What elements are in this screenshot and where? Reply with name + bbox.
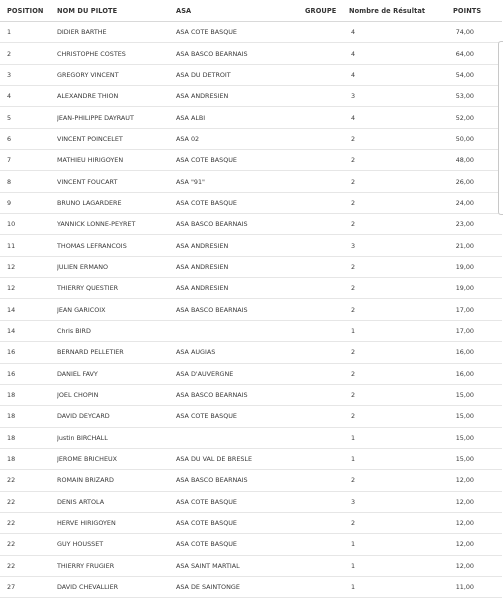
cell-pilot-name: JULIEN ERMANO [57, 256, 176, 277]
cell-pilot-name: ALEXANDRE THION [57, 86, 176, 107]
cell-group [305, 192, 349, 213]
cell-points: 26,00 [453, 171, 502, 192]
cell-points: 16,00 [453, 342, 502, 363]
cell-pilot-name: MATHIEU HIRIGOYEN [57, 150, 176, 171]
cell-group [305, 235, 349, 256]
cell-points: 53,00 [453, 86, 502, 107]
header-pilot-name[interactable]: NOM DU PILOTE [57, 0, 176, 22]
cell-pilot-name: ROMAIN BRIZARD [57, 470, 176, 491]
table-body [0, 22, 502, 598]
cell-points: 11,00 [453, 576, 502, 597]
cell-points: 23,00 [453, 214, 502, 235]
table-row [0, 256, 502, 277]
cell-position: 14 [0, 299, 57, 320]
cell-pilot-name: DANIEL FAVY [57, 363, 176, 384]
table-row [0, 363, 502, 384]
cell-result-count: 1 [349, 576, 453, 597]
cell-position: 16 [0, 363, 57, 384]
cell-pilot-name: THIERRY FRUGIER [57, 555, 176, 576]
cell-result-count: 1 [349, 448, 453, 469]
cell-result-count: 4 [349, 64, 453, 85]
cell-points: 24,00 [453, 192, 502, 213]
cell-pilot-name: BERNARD PELLETIER [57, 342, 176, 363]
table-row [0, 512, 502, 533]
table-row [0, 22, 502, 43]
table-header-row [0, 0, 502, 22]
cell-pilot-name: JEAN GARICOIX [57, 299, 176, 320]
cell-pilot-name: VINCENT POINCELET [57, 128, 176, 149]
cell-asa: ASA ANDRESIEN [176, 86, 305, 107]
header-points[interactable]: POINTS [453, 0, 502, 22]
cell-result-count: 3 [349, 235, 453, 256]
cell-group [305, 299, 349, 320]
cell-asa: ASA ANDRESIEN [176, 278, 305, 299]
cell-result-count: 2 [349, 128, 453, 149]
cell-points: 12,00 [453, 555, 502, 576]
table-row [0, 150, 502, 171]
cell-points: 54,00 [453, 64, 502, 85]
cell-asa: ASA COTE BASQUE [176, 534, 305, 555]
cell-points: 19,00 [453, 256, 502, 277]
cell-position: 16 [0, 342, 57, 363]
cell-asa [176, 427, 305, 448]
table-row [0, 192, 502, 213]
header-position[interactable]: POSITION [0, 0, 57, 22]
cell-result-count: 1 [349, 555, 453, 576]
cell-asa: ASA BASCO BEARNAIS [176, 43, 305, 64]
cell-pilot-name: GUY HOUSSET [57, 534, 176, 555]
cell-position: 7 [0, 150, 57, 171]
cell-asa: ASA BASCO BEARNAIS [176, 470, 305, 491]
cell-asa: ASA COTE BASQUE [176, 22, 305, 43]
cell-result-count: 2 [349, 278, 453, 299]
cell-result-count: 1 [349, 320, 453, 341]
cell-position: 6 [0, 128, 57, 149]
cell-position: 3 [0, 64, 57, 85]
cell-group [305, 363, 349, 384]
table-row [0, 64, 502, 85]
cell-points: 17,00 [453, 320, 502, 341]
table-row [0, 299, 502, 320]
cell-group [305, 320, 349, 341]
cell-group [305, 512, 349, 533]
cell-group [305, 107, 349, 128]
cell-group [305, 448, 349, 469]
table-row [0, 235, 502, 256]
table-row [0, 214, 502, 235]
cell-pilot-name: Chris BIRD [57, 320, 176, 341]
cell-result-count: 3 [349, 491, 453, 512]
cell-result-count: 2 [349, 512, 453, 533]
cell-pilot-name: DENIS ARTOLA [57, 491, 176, 512]
cell-position: 8 [0, 171, 57, 192]
cell-group [305, 214, 349, 235]
cell-group [305, 86, 349, 107]
cell-asa: ASA 02 [176, 128, 305, 149]
cell-pilot-name: YANNICK LONNE-PEYRET [57, 214, 176, 235]
cell-result-count: 4 [349, 22, 453, 43]
cell-asa: ASA DU VAL DE BRESLE [176, 448, 305, 469]
cell-position: 5 [0, 107, 57, 128]
cell-points: 50,00 [453, 128, 502, 149]
table-row [0, 384, 502, 405]
table-row [0, 342, 502, 363]
cell-pilot-name: VINCENT FOUCART [57, 171, 176, 192]
cell-points: 48,00 [453, 150, 502, 171]
cell-asa: ASA DE SAINTONGE [176, 576, 305, 597]
cell-asa: ASA COTE BASQUE [176, 406, 305, 427]
cell-pilot-name: JEAN-PHILIPPE DAYRAUT [57, 107, 176, 128]
table-row [0, 278, 502, 299]
cell-asa: ASA COTE BASQUE [176, 491, 305, 512]
cell-pilot-name: BRUNO LAGARDERE [57, 192, 176, 213]
cell-group [305, 64, 349, 85]
cell-position: 1 [0, 22, 57, 43]
cell-position: 2 [0, 43, 57, 64]
side-panel-tab[interactable] [498, 41, 503, 215]
cell-position: 18 [0, 448, 57, 469]
cell-asa: ASA COTE BASQUE [176, 192, 305, 213]
cell-group [305, 555, 349, 576]
cell-points: 12,00 [453, 512, 502, 533]
table-row [0, 406, 502, 427]
cell-pilot-name: DAVID DEYCARD [57, 406, 176, 427]
cell-result-count: 2 [349, 256, 453, 277]
cell-group [305, 256, 349, 277]
table-row [0, 491, 502, 512]
cell-position: 11 [0, 235, 57, 256]
cell-pilot-name: GREGORY VINCENT [57, 64, 176, 85]
cell-result-count: 2 [349, 214, 453, 235]
cell-position: 10 [0, 214, 57, 235]
cell-points: 12,00 [453, 534, 502, 555]
cell-group [305, 342, 349, 363]
table-row [0, 555, 502, 576]
table-row [0, 470, 502, 491]
cell-position: 12 [0, 256, 57, 277]
header-result-count[interactable]: Nombre de Résultat [349, 0, 453, 22]
cell-result-count: 4 [349, 43, 453, 64]
cell-asa: ASA ANDRESIEN [176, 256, 305, 277]
table-row [0, 427, 502, 448]
cell-group [305, 427, 349, 448]
cell-group [305, 43, 349, 64]
cell-group [305, 150, 349, 171]
cell-result-count: 3 [349, 86, 453, 107]
cell-result-count: 2 [349, 384, 453, 405]
table-row [0, 320, 502, 341]
cell-position: 22 [0, 555, 57, 576]
cell-result-count: 2 [349, 299, 453, 320]
cell-points: 12,00 [453, 491, 502, 512]
cell-points: 12,00 [453, 470, 502, 491]
cell-asa: ASA ANDRESIEN [176, 235, 305, 256]
cell-position: 22 [0, 491, 57, 512]
cell-position: 12 [0, 278, 57, 299]
cell-asa: ASA BASCO BEARNAIS [176, 384, 305, 405]
cell-position: 22 [0, 534, 57, 555]
cell-position: 22 [0, 512, 57, 533]
cell-points: 15,00 [453, 384, 502, 405]
cell-asa: ASA ALBI [176, 107, 305, 128]
cell-position: 18 [0, 384, 57, 405]
cell-pilot-name: THOMAS LEFRANCOIS [57, 235, 176, 256]
cell-pilot-name: CHRISTOPHE COSTES [57, 43, 176, 64]
header-asa[interactable]: ASA [176, 0, 305, 22]
cell-pilot-name: DIDIER BARTHE [57, 22, 176, 43]
cell-result-count: 2 [349, 406, 453, 427]
cell-result-count: 2 [349, 171, 453, 192]
cell-result-count: 1 [349, 534, 453, 555]
table-row [0, 448, 502, 469]
cell-points: 19,00 [453, 278, 502, 299]
cell-asa: ASA AUGIAS [176, 342, 305, 363]
cell-group [305, 470, 349, 491]
cell-group [305, 534, 349, 555]
cell-position: 22 [0, 470, 57, 491]
cell-points: 17,00 [453, 299, 502, 320]
cell-asa: ASA D'AUVERGNE [176, 363, 305, 384]
cell-points: 21,00 [453, 235, 502, 256]
cell-asa: ASA "91" [176, 171, 305, 192]
cell-asa: ASA COTE BASQUE [176, 512, 305, 533]
cell-points: 15,00 [453, 406, 502, 427]
cell-group [305, 128, 349, 149]
cell-position: 9 [0, 192, 57, 213]
cell-asa [176, 320, 305, 341]
cell-position: 18 [0, 406, 57, 427]
table-row [0, 128, 502, 149]
cell-group [305, 406, 349, 427]
cell-result-count: 2 [349, 192, 453, 213]
cell-group [305, 171, 349, 192]
cell-pilot-name: JEROME BRICHEUX [57, 448, 176, 469]
cell-group [305, 491, 349, 512]
cell-points: 16,00 [453, 363, 502, 384]
cell-points: 52,00 [453, 107, 502, 128]
cell-points: 74,00 [453, 22, 502, 43]
cell-result-count: 1 [349, 427, 453, 448]
cell-pilot-name: JOEL CHOPIN [57, 384, 176, 405]
cell-position: 4 [0, 86, 57, 107]
cell-asa: ASA BASCO BEARNAIS [176, 214, 305, 235]
cell-pilot-name: HERVE HIRIGOYEN [57, 512, 176, 533]
cell-group [305, 576, 349, 597]
cell-result-count: 2 [349, 363, 453, 384]
cell-pilot-name: THIERRY QUESTIER [57, 278, 176, 299]
cell-points: 15,00 [453, 448, 502, 469]
table-row [0, 43, 502, 64]
cell-group [305, 384, 349, 405]
cell-group [305, 278, 349, 299]
cell-asa: ASA COTE BASQUE [176, 150, 305, 171]
table-row [0, 576, 502, 597]
cell-result-count: 2 [349, 342, 453, 363]
cell-result-count: 4 [349, 107, 453, 128]
cell-points: 15,00 [453, 427, 502, 448]
cell-pilot-name: Justin BIRCHALL [57, 427, 176, 448]
cell-asa: ASA SAINT MARTIAL [176, 555, 305, 576]
cell-pilot-name: DAVID CHEVALLIER [57, 576, 176, 597]
cell-result-count: 2 [349, 150, 453, 171]
cell-result-count: 2 [349, 470, 453, 491]
table-row [0, 171, 502, 192]
table-row [0, 107, 502, 128]
cell-asa: ASA BASCO BEARNAIS [176, 299, 305, 320]
table-row [0, 86, 502, 107]
cell-position: 14 [0, 320, 57, 341]
cell-position: 18 [0, 427, 57, 448]
table-row [0, 534, 502, 555]
cell-points: 64,00 [453, 43, 502, 64]
cell-asa: ASA DU DETROIT [176, 64, 305, 85]
header-group[interactable]: GROUPE [305, 0, 349, 22]
cell-group [305, 22, 349, 43]
cell-position: 27 [0, 576, 57, 597]
